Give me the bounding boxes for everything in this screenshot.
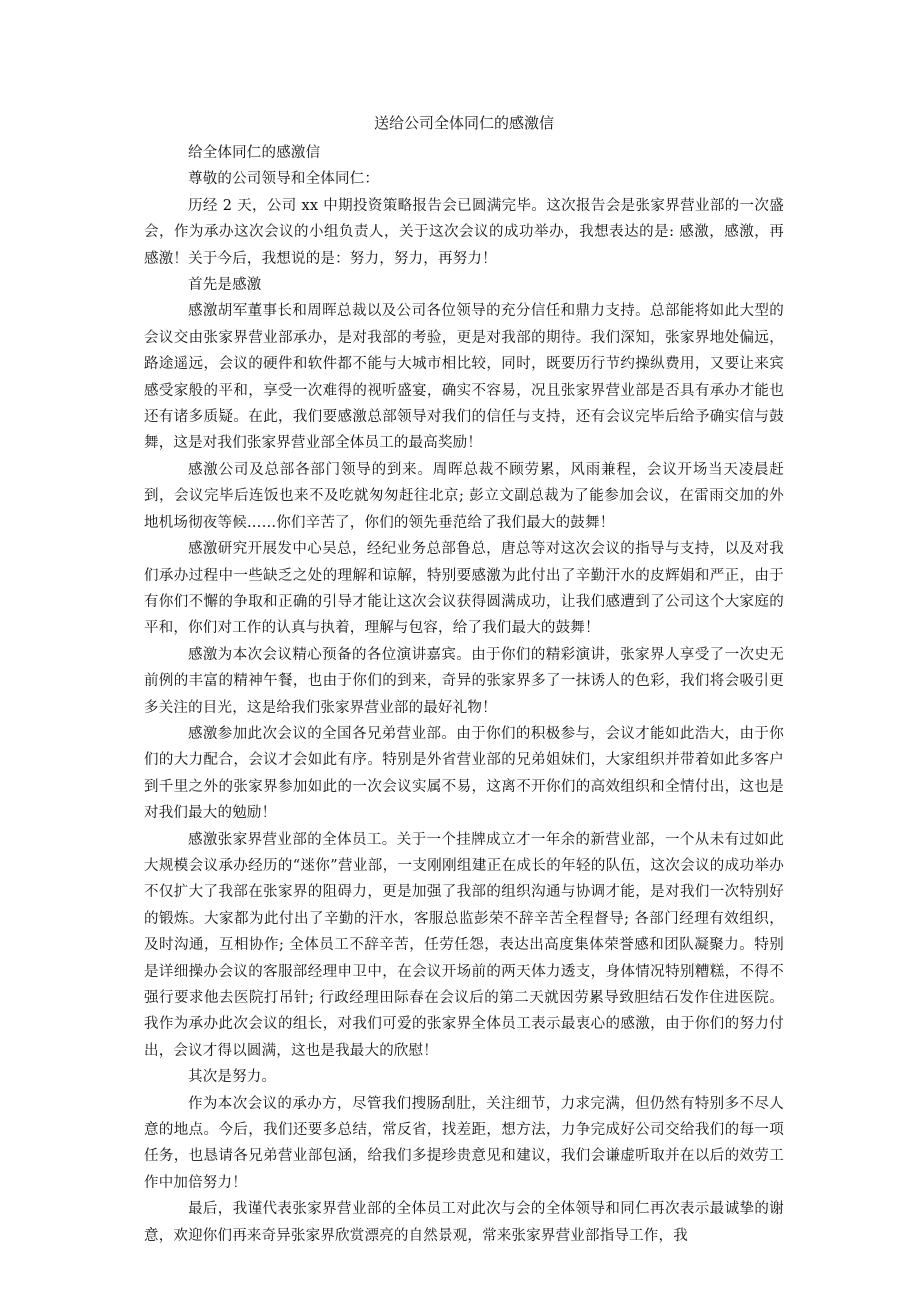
paragraph-salutation: 尊敬的公司领导和全体同仁：: [188, 171, 380, 188]
paragraph-effort: 作为本次会议的承办方，尽管我们搜肠刮肚，关注细节，力求完满，但仍然有特别多不尽人意的地点。今后，我们还要多总结，常反省，找差距，想方法，力争完成好公司交给我们的每一项任务，也恳请各兄弟营业部包涵，给我们多提珍贵意见和建议，我们会谦虚听取并在以后的效劳工作中加倍努力！: [144, 1095, 784, 1191]
paragraph-closing: 最后，我谨代表张家界营业部的全体员工对此次与会的全体领导和同仁再次表示最诚挚的谢意，欢迎你们再来奇异张家界欣赏漂亮的自然景观，常来张家界营业部指导工作，我: [144, 1201, 784, 1244]
paragraph-thanks-research: 感激研究开展发中心吴总，经纪业务总部鲁总，唐总等对这次会议的指导与支持，以及对我们承办过程中一些缺乏之处的理解和谅解，特别要感激为此付出了辛勤汗水的皮辉娟和严正，由于有你们不懈的争取和正确的引导才能让这次会议获得圆满成功，让我们感遭到了公司这个大家庭的平和，你们对工作的认真与执着，理解与包容，给了我们最大的鼓舞！: [144, 541, 784, 637]
document-title: 送给公司全体同仁的感激信: [373, 114, 554, 132]
paragraph-thanks-branches: 感激参加此次会议的全国各兄弟营业部。由于你们的积极参与，会议才能如此浩大，由于你们的大力配合，会议才会如此有序。特别是外省营业部的兄弟姐妹们，大家组织并带着如此多客户到千里之外的张家界参加如此的一次会议实属不易，这离不开你们的高效组织和全情付出，这也是对我们最大的勉励！: [144, 725, 784, 822]
paragraph-heading: 给全体同仁的感激信: [188, 145, 321, 161]
paragraph-thanks-speakers: 感激为本次会议精心预备的各位演讲嘉宾。由于你们的精彩演讲，张家界人享受了一次史无前例的丰富的精神午餐，也由于你们的到来，奇异的张家界多了一抹诱人的色彩，我们将会吸引更多关注的目光，这是给我们张家界营业部的最好礼物！: [144, 646, 784, 716]
paragraph-intro: 历经 2 天，公司 xx 中期投资策略报告会已圆满完毕。这次报告会是张家界营业部的一次盛会，作为承办这次会议的小组负责人，关于这次会议的成功举办，我想表达的是: 感激，感激，再感激！关于今后，我想说的是：努力，努力，再努力！: [144, 197, 784, 267]
document-page: [144, 110, 784, 1249]
section-heading-thanks: 首先是感激: [188, 277, 262, 294]
paragraph-thanks-staff: 感激张家界营业部的全体员工。关于一个挂牌成立才一年余的新营业部，一个从未有过如此大规模会议承办经历的“迷你”营业部，一支刚刚组建正在成长的年轻的队伍，这次会议的成功举办不仅扩大了我部在张家界的阻碍力，更是加强了我部的组织沟通与协调才能，是对我们一次特别好的锻炼。大家都为此付出了辛勤的汗水，客服总监彭荣不辞辛苦全程督导; 各部门经理有效组织，及时沟通，互相协作; 全体员工不辞辛苦，任劳任怨，表达出高度集体荣誉感和团队凝聚力。特别是详细操办会议的客服部经理申卫中，在会议开场前的两天体力透支，身体情况特别糟糕，不得不强行要求他去医院打吊针; 行政经理田际春在会议后的第二天就因劳累导致胆结石发作住进医院。我作为承办此次会议的组长，对我们可爱的张家界全体员工表示最衷心的感激，由于你们的努力付出，会议才得以圆满，这也是我最大的欣慰！: [144, 831, 784, 1059]
section-heading-effort: 其次是努力。: [188, 1069, 277, 1086]
paragraph-thanks-departments: 感激公司及总部各部门领导的到来。周晖总裁不顾劳累，风雨兼程，会议开场当天凌晨赶到，会议完毕后连饭也来不及吃就匆匆赶往北京; 彭立文副总裁为了能参加会议，在雷雨交加的外地机场彻夜等候……你们辛苦了，你们的领先垂范给了我们最大的鼓舞！: [144, 461, 784, 531]
paragraph-thanks-leadership: 感激胡军董事长和周晖总裁以及公司各位领导的充分信任和鼎力支持。总部能将如此大型的会议交由张家界营业部承办，是对我部的考验，更是对我部的期待。我们深知，张家界地处偏远，路途遥远，会议的硬件和软件都不能与大城市相比较，同时，既要历行节约操纵费用，又要让来宾感受家般的平和，享受一次难得的视听盛宴，确实不容易，况且张家界营业部是否具有承办才能也还有诸多质疑。在此，我们要感激总部领导对我们的信任与支持，还有会议完毕后给予确实信与鼓舞，这是对我们张家界营业部全体员工的最高奖励！: [144, 303, 784, 452]
